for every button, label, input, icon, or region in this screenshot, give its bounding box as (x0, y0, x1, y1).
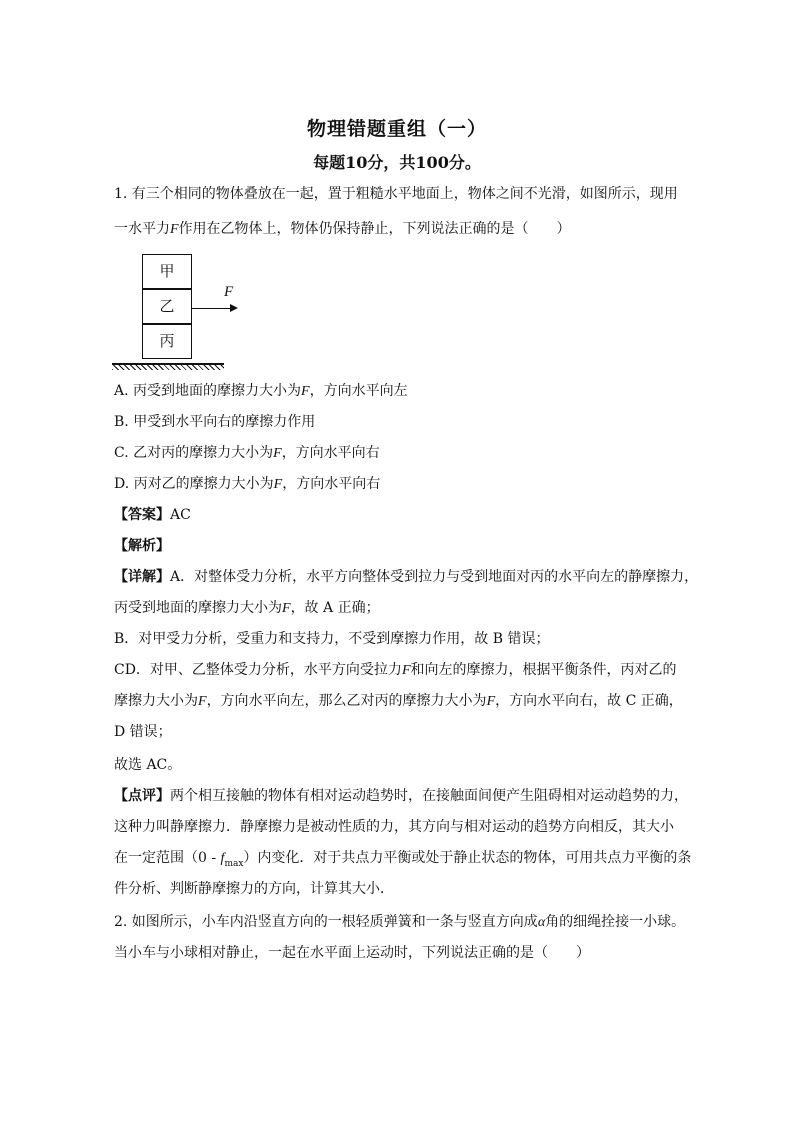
q1-analysis-tag: 【解析】 (114, 538, 170, 554)
q1-stacked-blocks-figure (112, 254, 252, 369)
q1-detail-line5: 摩擦力大小为F，方向水平向左，那么乙对丙的摩擦力大小为F，方向水平向右，故 C 正确， (114, 693, 683, 709)
q1-comment-line1: 【点评】两个相互接触的物体有相对运动趋势时，在接触面间便产生阻碍相对运动趋势的力， (114, 788, 688, 804)
force-arrow-icon (230, 304, 238, 312)
q1-comment-line2: 这种力叫静摩擦力．静摩擦力是被动性质的力，其方向与相对运动的趋势方向相反，其大小 (114, 819, 674, 835)
page-subtitle: 每题10分，共100分。 (313, 153, 481, 172)
block-middle: 乙 (142, 289, 192, 324)
ground-hatch (112, 365, 224, 370)
force-label: F (224, 284, 234, 300)
page-title: 物理错题重组（一） (306, 118, 487, 140)
q1-stem-line2: 一水平力F作用在乙物体上，物体仍保持静止，下列说法正确的是（ ） (114, 221, 571, 237)
block-top: 甲 (142, 254, 192, 289)
q1-detail-line2: 丙受到地面的摩擦力大小为F，故 A 正确； (114, 600, 380, 616)
q1-detail-line4: CD．对甲、乙整体受力分析，水平方向受拉力F和向左的摩擦力，根据平衡条件，丙对乙的 (114, 662, 677, 678)
q1-comment-line4: 件分析、判断静摩擦力的方向，计算其大小． (114, 881, 394, 897)
q1-stem-line1: 1. 有三个相同的物体叠放在一起，置于粗糙水平地面上，物体之间不光滑，如图所示，现用 (114, 186, 678, 202)
q1-detail-line7: 故选 AC。 (114, 757, 182, 773)
q1-option-b: B. 甲受到水平向右的摩擦力作用 (114, 414, 316, 430)
q1-comment-line3: 在一定范围$(0 - f_{max})$内变化．对于共点力平衡或处于静止状态的物体，可用共点力平衡的条 (114, 850, 692, 869)
block-bottom: 丙 (142, 324, 192, 359)
q1-option-c: C. 乙对丙的摩擦力大小为F，方向水平向右 (114, 445, 380, 461)
q1-option-a: A. 丙受到地面的摩擦力大小为F，方向水平向左 (114, 383, 408, 399)
q1-answer: 【答案】AC (114, 507, 191, 523)
q2-stem-line1: 2. 如图所示，小车内沿竖直方向的一根轻质弹簧和一条与竖直方向成α角的细绳拴接一小球。 (114, 914, 686, 930)
q1-detail-line1: 【详解】A．对整体受力分析，水平方向整体受到拉力与受到地面对丙的水平向左的静摩擦力， (114, 569, 699, 585)
q1-option-d: D. 丙对乙的摩擦力大小为F，方向水平向右 (114, 476, 381, 492)
q2-stem-line2: 当小车与小球相对静止，一起在水平面上运动时，下列说法正确的是（ ） (114, 945, 590, 961)
q1-detail-line3: B．对甲受力分析，受重力和支持力，不受到摩擦力作用，故 B 错误； (114, 631, 550, 647)
q1-detail-line6: D 错误； (114, 724, 172, 740)
